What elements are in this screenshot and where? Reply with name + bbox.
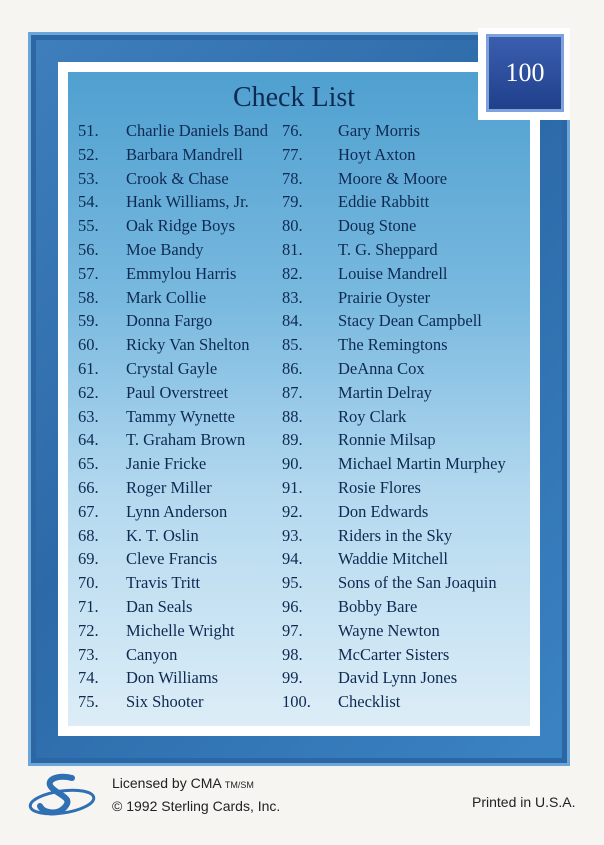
entry-number: 75. [78,692,99,712]
entry-name: Michelle Wright [126,620,235,640]
entry-name: Barbara Mandrell [126,144,243,164]
checklist-entry [282,381,522,405]
checklist-entry [282,595,522,619]
entry-number: 87. [282,382,303,402]
entry-number: 86. [282,358,303,378]
entry-number: 88. [282,406,303,426]
entry-name: Checklist [338,692,401,712]
checklist-left-column [78,119,288,714]
checklist-entry [78,595,288,619]
checklist-entry [78,262,288,286]
checklist-entry [282,357,522,381]
entry-name: T. Graham Brown [126,430,246,450]
entry-name: Ricky Van Shelton [126,335,250,355]
entry-number: 93. [282,525,303,545]
entry-number: 97. [282,620,303,640]
entry-name: Don Williams [126,668,219,688]
entry-name: Crook & Chase [126,168,229,188]
checklist-entry [282,524,522,548]
checklist-entry [282,547,522,571]
entry-number: 78. [282,168,303,188]
entry-name: Roger Miller [126,477,212,497]
entry-number: 74. [78,668,99,688]
checklist-entry [78,547,288,571]
checklist-entry [78,143,288,167]
entry-name: Bobby Bare [338,596,418,616]
entry-name: Martin Delray [338,382,432,402]
entry-name: Charlie Daniels Band [126,121,269,140]
entry-number: 80. [282,216,303,236]
entry-number: 98. [282,644,303,664]
entry-number: 60. [78,335,99,355]
entry-name: Don Edwards [338,501,429,521]
checklist-entry [282,619,522,643]
checklist-entry [78,286,288,310]
checklist-entry [78,500,288,524]
checklist-entry [78,357,288,381]
license-text: Licensed by CMA [112,775,221,791]
entry-name: Stacy Dean Campbell [338,311,482,331]
entry-number: 83. [282,287,303,307]
entry-number: 61. [78,358,99,378]
entry-number: 72. [78,620,99,640]
checklist-entry [282,643,522,667]
entry-number: 53. [78,168,99,188]
entry-number: 56. [78,239,99,259]
entry-name: Waddie Mitchell [338,549,449,569]
checklist-entry [78,381,288,405]
entry-number: 68. [78,525,99,545]
entry-name: Hoyt Axton [338,144,416,164]
entry-name: Lynn Anderson [126,501,228,521]
entry-number: 57. [78,263,99,283]
entry-name: Donna Fargo [126,311,213,331]
checklist-entry [78,619,288,643]
checklist-entry [78,476,288,500]
checklist-entry [282,405,522,429]
entry-number: 71. [78,596,99,616]
checklist-entry [282,500,522,524]
checklist-entry [282,238,522,262]
entry-name: Louise Mandrell [338,263,448,283]
entry-number: 96. [282,596,303,616]
entry-name: Janie Fricke [126,454,207,474]
checklist-entry [78,666,288,690]
checklist-entry [78,571,288,595]
checklist-entry [78,690,288,714]
entry-number: 92. [282,501,303,521]
entry-number: 95. [282,573,303,593]
printed-in-text: Printed in U.S.A. [472,794,576,810]
entry-name: Paul Overstreet [126,382,229,402]
entry-name: The Remingtons [338,335,448,355]
entry-name: Gary Morris [338,121,421,140]
entry-number: 82. [282,263,303,283]
entry-number: 79. [282,192,303,212]
entry-number: 90. [282,454,303,474]
entry-name: Oak Ridge Boys [126,216,236,236]
entry-name: Prairie Oyster [338,287,431,307]
entry-number: 73. [78,644,99,664]
checklist-entry [282,571,522,595]
entry-name: Emmylou Harris [126,263,237,283]
entry-number: 59. [78,311,99,331]
entry-name: McCarter Sisters [338,644,450,664]
checklist-entry [78,405,288,429]
entry-name: Roy Clark [338,406,407,426]
entry-name: Canyon [126,644,178,664]
entry-number: 58. [78,287,99,307]
entry-number: 63. [78,406,99,426]
checklist-entry [282,690,522,714]
entry-name: Riders in the Sky [338,525,453,545]
license-line [112,773,280,796]
entry-name: Tammy Wynette [126,406,235,426]
entry-number: 52. [78,144,99,164]
entry-number: 81. [282,239,303,259]
checklist-entry [282,428,522,452]
checklist-entry [78,309,288,333]
entry-name: Hank Williams, Jr. [126,192,249,212]
entry-name: Moe Bandy [126,239,204,259]
checklist-entry [78,643,288,667]
checklist-entry [282,333,522,357]
entry-number: 64. [78,430,99,450]
entry-name: Sons of the San Joaquin [338,573,497,593]
checklist-title: Check List [232,82,356,113]
entry-number: 91. [282,477,303,497]
entry-name: Dan Seals [126,596,193,616]
checklist-right-column [282,119,522,714]
entry-name: Six Shooter [126,692,204,712]
entry-name: Rosie Flores [338,477,421,497]
checklist-entry [282,666,522,690]
entry-name: Michael Martin Murphey [338,454,506,474]
entry-name: Moore & Moore [338,168,448,188]
copyright-line: © 1992 Sterling Cards, Inc. [112,798,281,814]
entry-name: David Lynn Jones [338,668,458,688]
checklist-entry [78,452,288,476]
checklist-entry [78,524,288,548]
entry-number: 66. [78,477,99,497]
entry-number: 62. [78,382,99,402]
checklist-entry [282,190,522,214]
entry-number: 85. [282,335,303,355]
entry-name: Wayne Newton [338,620,440,640]
entry-name: Mark Collie [126,287,207,307]
entry-number: 55. [78,216,99,236]
checklist-entry [78,214,288,238]
entry-number: 54. [78,192,99,212]
checklist-entry [282,143,522,167]
checklist-entry [78,428,288,452]
entry-number: 100. [282,692,311,712]
entry-name: Ronnie Milsap [338,430,436,450]
checklist-entry [78,190,288,214]
entry-name: Crystal Gayle [126,358,218,378]
entry-number: 89. [282,430,303,450]
entry-number: 70. [78,573,99,593]
entry-number: 65. [78,454,99,474]
card-number-badge: 100 [486,34,564,112]
entry-number: 84. [282,311,303,331]
checklist-entry [282,476,522,500]
checklist-entry [78,238,288,262]
checklist-entry [282,452,522,476]
checklist-entry [282,167,522,191]
checklist-entry [282,286,522,310]
entry-number: 94. [282,549,303,569]
checklist-entry [282,262,522,286]
checklist-entry [282,309,522,333]
entry-number: 51. [78,121,99,140]
checklist-entry [78,119,288,143]
legal-text [112,773,280,817]
entry-number: 99. [282,668,303,688]
checklist-entry [78,333,288,357]
entry-name: Cleve Francis [126,549,218,569]
entry-name: Doug Stone [338,216,417,236]
entry-number: 76. [282,121,303,140]
entry-name: Eddie Rabbitt [338,192,430,212]
entry-number: 69. [78,549,99,569]
entry-name: T. G. Sheppard [338,239,438,259]
checklist-entry [78,167,288,191]
entry-name: K. T. Oslin [126,525,199,545]
checklist-entry [282,119,522,143]
license-mark: TM/SM [224,780,254,790]
entry-name: DeAnna Cox [338,358,425,378]
entry-number: 67. [78,501,99,521]
entry-number: 77. [282,144,303,164]
entry-name: Travis Tritt [126,573,201,593]
sterling-s-logo-icon [28,772,98,820]
checklist-entry [282,214,522,238]
